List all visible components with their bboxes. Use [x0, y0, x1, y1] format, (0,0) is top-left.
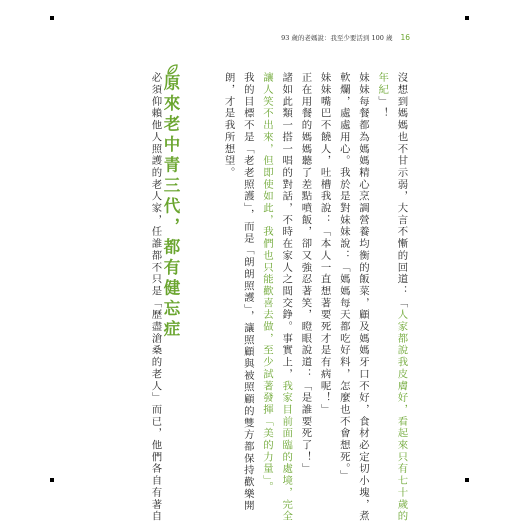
crop-mark: [465, 16, 469, 20]
text-run: 沒想到媽媽也不甘示弱，大言不慚的回道：「: [395, 72, 408, 309]
text-run: 正在用餐的媽媽聽了差點噴飯，卻又強忍著笑，瞪眼說道：「是誰要死了！」: [299, 72, 312, 475]
text-column: [319, 72, 329, 416]
book-title: 93 歲的老媽說：我至少要活到 100 歲: [281, 34, 393, 42]
section-heading: 原來老中青三代，都有健忘症: [161, 74, 180, 341]
text-run: 我的目標不是「老老照護」，而是「朗朗照護」，讓照顧與被照顧的雙方都保持歡樂開: [241, 72, 254, 512]
text-column: [377, 72, 387, 119]
text-column: [262, 72, 272, 493]
crop-mark: [465, 478, 469, 482]
text-run: 朗，才是我所想望。: [222, 72, 235, 179]
crop-mark: [50, 478, 54, 482]
text-run: 」！: [376, 95, 389, 120]
text-column: [242, 72, 252, 512]
highlighted-text: 年紀: [376, 72, 389, 96]
text-run: 妹妹嘴巴不饒人，吐槽我說：「本人一直想著要死才是有病呢！」: [318, 72, 331, 416]
highlighted-text: 我家目前面臨的處境，完全: [280, 380, 293, 522]
text-run: 妹妹每餐都為媽媽精心烹調營養均衡的飯菜，顧及媽媽牙口不好，食材必定切小塊，煮: [357, 72, 369, 522]
text-column: [338, 72, 348, 482]
text-column: [300, 72, 310, 475]
text-run: 必須仰賴他人照護的老人家，任誰都不只是「歷盡滄桑的老人」而已，他們各自有著自: [149, 72, 162, 522]
text-run: 軟爛，處處用心。我於是對妹妹說：「媽媽每天都吃好料，怎麼也不會想死。」: [337, 72, 350, 482]
text-column: [396, 72, 406, 522]
highlighted-text: 人家都說我皮膚好，看起來只有七十歲的: [395, 309, 408, 522]
text-column: [358, 72, 368, 522]
text-run: 諸如此類一搭一唱的對話，不時在家人之間交錚。事實上，: [280, 72, 293, 381]
text-column: [223, 72, 233, 179]
crop-mark: [50, 16, 54, 20]
highlighted-text: 讓人笑不出來，但即使如此，我們也只能歡喜去做，至少試著發揮「美的力量」。: [261, 72, 273, 494]
text-column: [281, 72, 291, 522]
page-number: 16: [400, 33, 410, 42]
running-header: [281, 33, 410, 42]
